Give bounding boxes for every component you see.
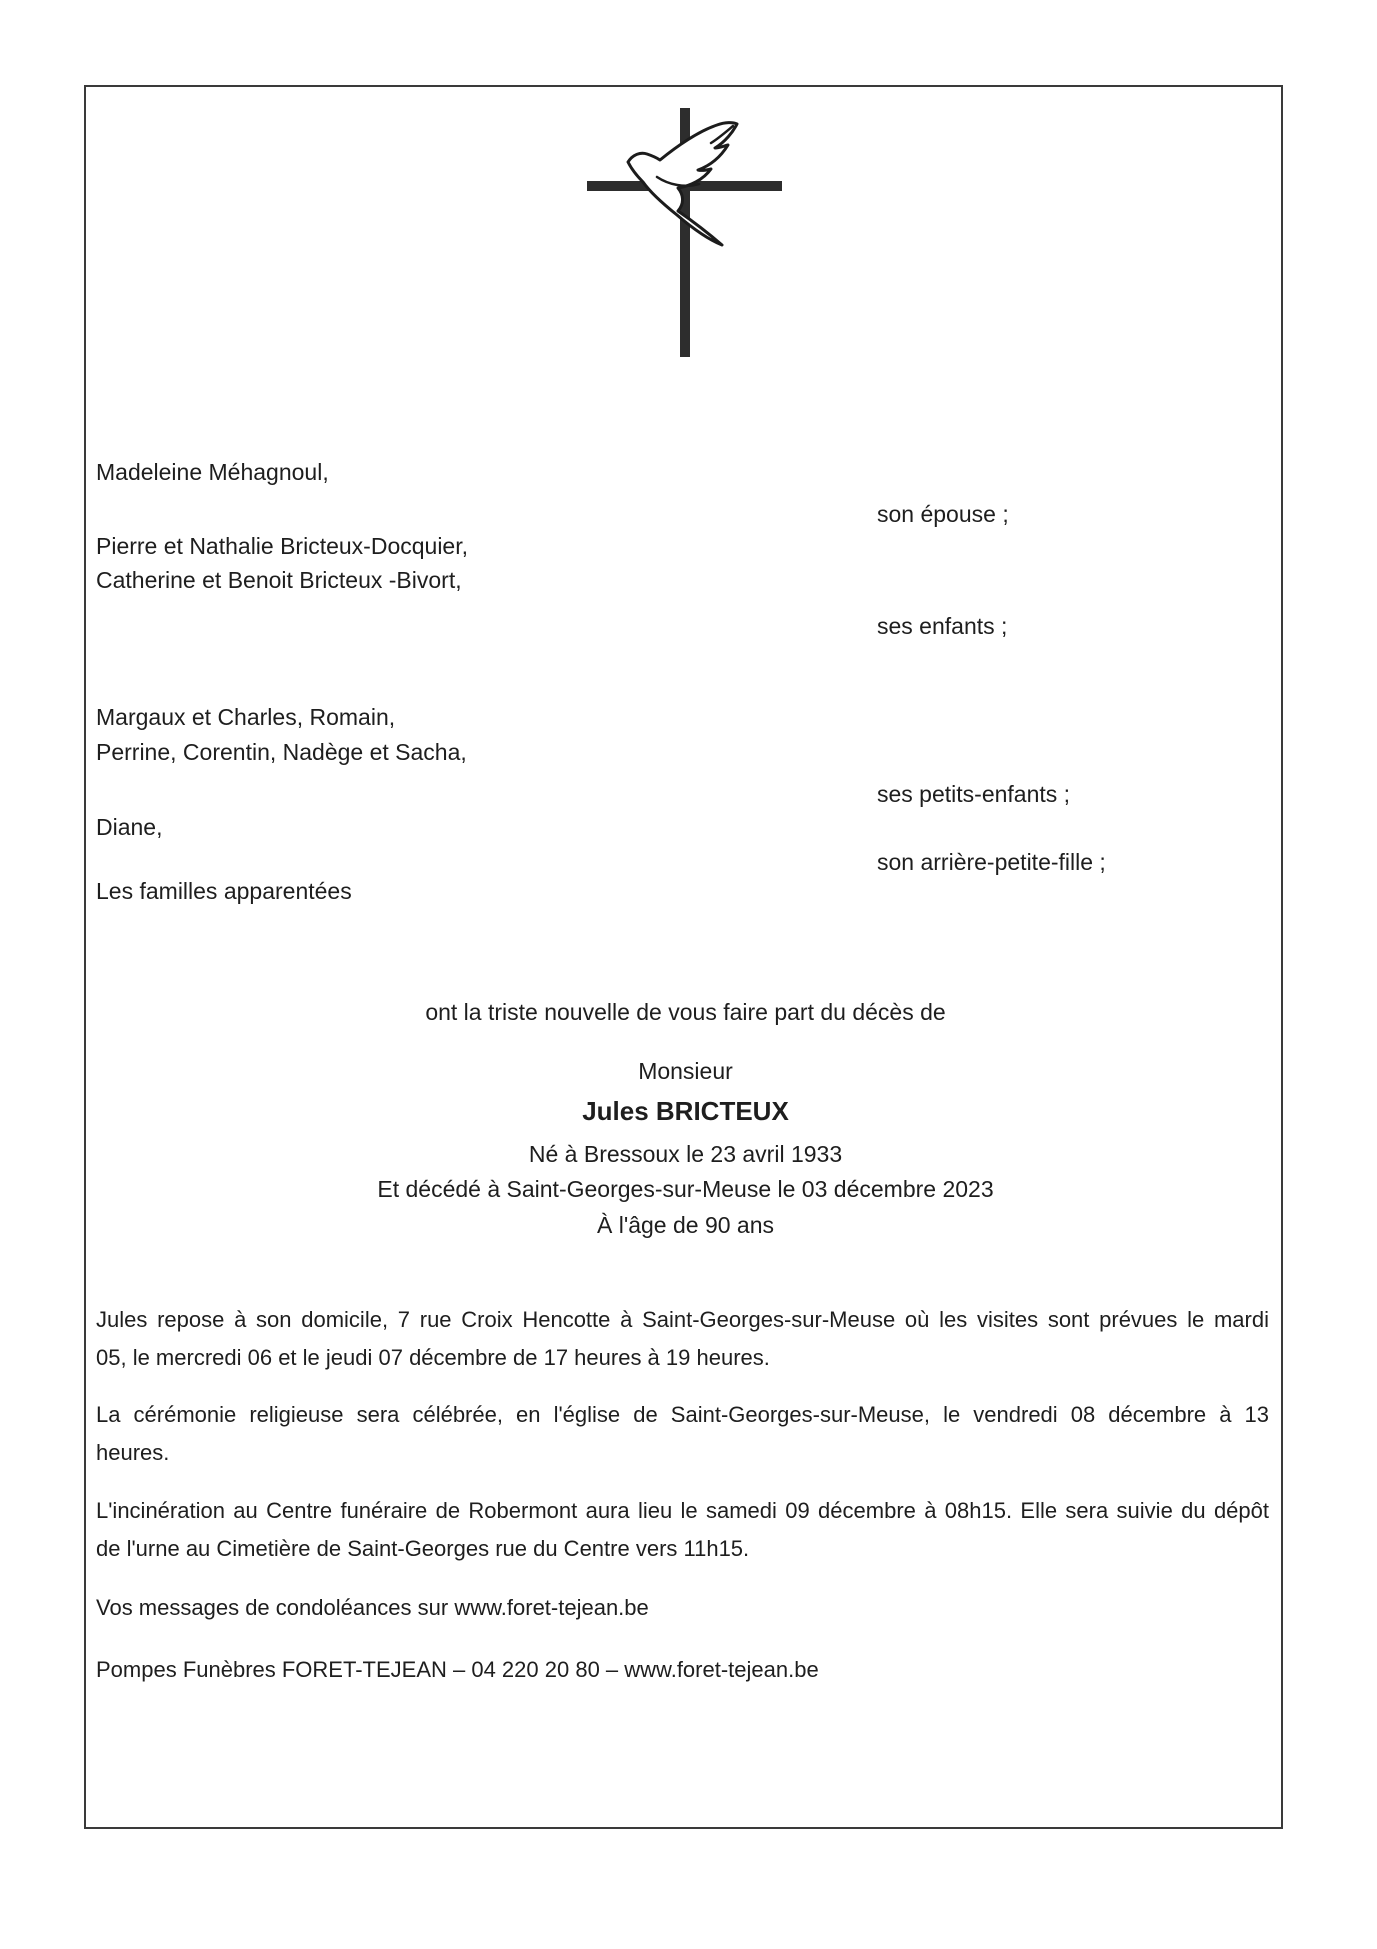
paragraph-line: Jules repose à son domicile, 7 rue Croix Hencotte à Saint-Georges-sur-Meuse où les visites sont prévues le mardi [96,1307,1269,1332]
family-member-line: Margaux et Charles, Romain, [96,704,396,730]
cross-and-dove-icon [565,98,805,363]
family-member-line: Madeleine Méhagnoul, [96,459,329,485]
relation-label: son épouse ; [877,501,1009,527]
birth-info: Né à Bressoux le 23 avril 1933 [528,1141,843,1167]
relation-label: ses petits-enfants ; [877,781,1071,807]
paragraph-line: La cérémonie religieuse sera célébrée, en l'église de Saint-Georges-sur-Meuse, le vendredi 08 décembre à 13 [96,1402,1269,1427]
visitation-paragraph [96,1301,1269,1377]
paragraph-line: de l'urne au Cimetière de Saint-Georges rue du Centre vers 11h15. [96,1536,750,1561]
family-member-line: Diane, [96,814,163,840]
funeral-home-line: Pompes Funèbres FORET-TEJEAN – 04 220 20 80 – www.foret-tejean.be [96,1657,819,1682]
paragraph-line: L'incinération au Centre funéraire de Robermont aura lieu le samedi 09 décembre à 08h15. Elle sera suivie du dépôt [96,1498,1269,1523]
relation-label: ses enfants ; [877,613,1008,639]
deceased-title: Monsieur [638,1058,733,1084]
relation-label: son arrière-petite-fille ; [877,849,1106,875]
cremation-paragraph [96,1492,1269,1568]
ceremony-paragraph [96,1396,1269,1472]
family-member-line: Pierre et Nathalie Bricteux-Docquier, [96,533,468,559]
family-member-line: Catherine et Benoit Bricteux -Bivort, [96,567,462,593]
deceased-name: Jules BRICTEUX [582,1096,789,1126]
announcement-intro: ont la triste nouvelle de vous faire part du décès de [425,999,946,1025]
death-info: Et décédé à Saint-Georges-sur-Meuse le 03 décembre 2023 [377,1176,994,1202]
family-member-line: Les familles apparentées [96,878,352,904]
paragraph-line: heures. [96,1440,170,1465]
age-info: À l'âge de 90 ans [596,1212,775,1238]
condolences-line: Vos messages de condoléances sur www.foret-tejean.be [96,1595,649,1620]
family-member-line: Perrine, Corentin, Nadège et Sacha, [96,739,467,765]
paragraph-line: 05, le mercredi 06 et le jeudi 07 décembre de 17 heures à 19 heures. [96,1345,770,1370]
